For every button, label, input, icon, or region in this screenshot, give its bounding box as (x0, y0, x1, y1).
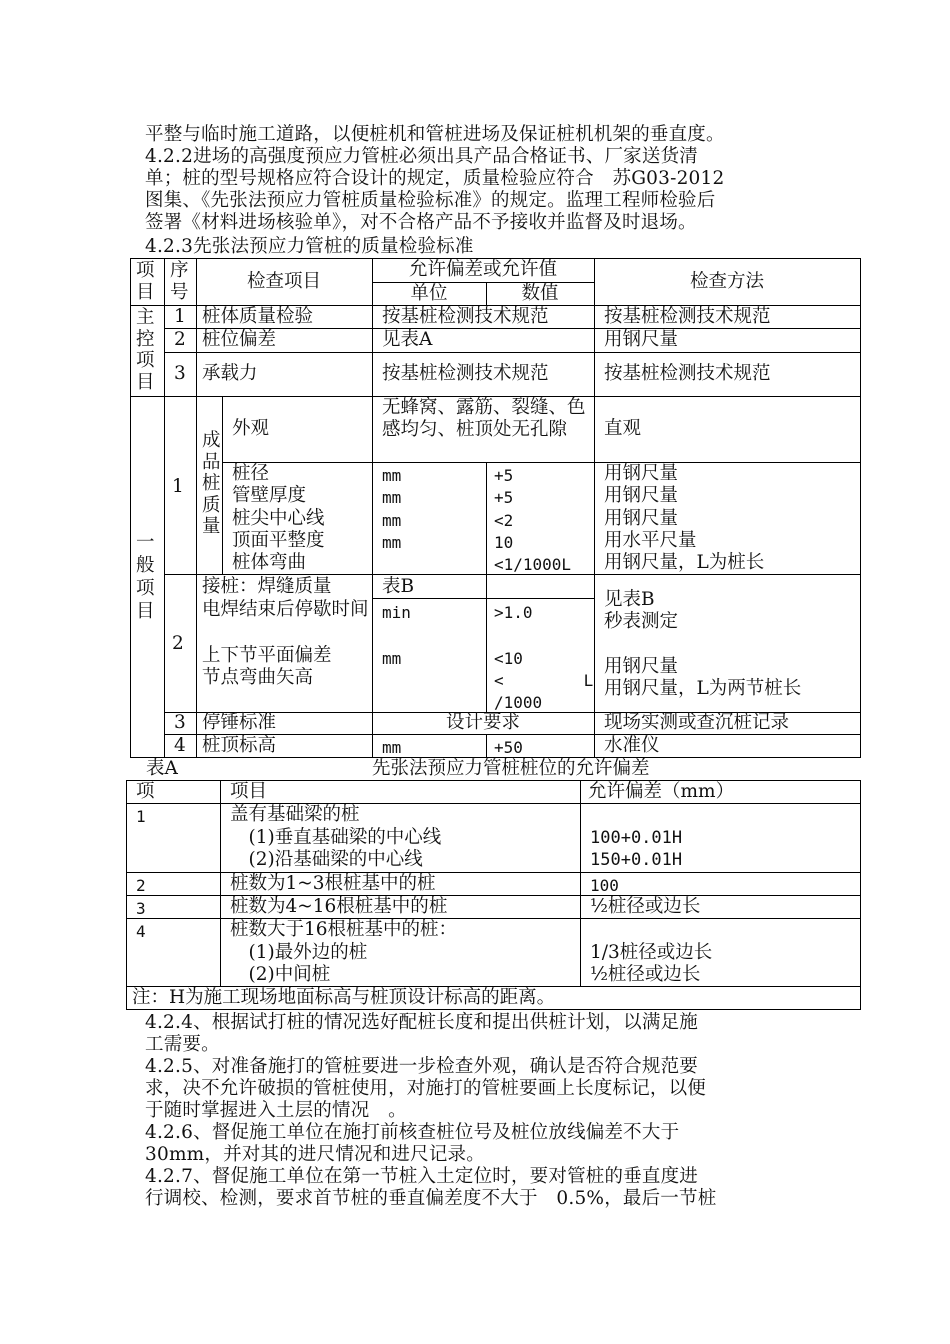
main-row-tol: 按基桩检测技术规范 (382, 363, 549, 384)
g2-tol-weld: 表B (382, 576, 415, 597)
g1-item: 桩径 (232, 463, 270, 484)
g1-method: 用钢尺量 (604, 508, 679, 529)
table2-row-item: 桩数为1~3根桩基中的桩 (230, 873, 436, 894)
paragraph-line: 签署《材料进场核验单》，对不合格产品不予接收并监督及时退场。 (145, 212, 697, 233)
g1-method: 用钢尺量，L为桩长 (604, 552, 765, 573)
g2-item-weld: 接桩：焊缝质量 (202, 576, 332, 597)
g1-item: 顶面平整度 (232, 530, 325, 551)
table2-row-no: 1 (136, 807, 146, 826)
main-row-method: 按基桩检测技术规范 (604, 363, 771, 384)
main-row-seq: 2 (174, 329, 186, 350)
paragraph: 4.2.5、对准备施打的管桩要进一步检查外观，确认是否符合规范要 求，决不允许破损的管桩使用，对施打的管桩要画上长度标记，以便 于随时掌握进入土层的情况 。 (145, 1056, 707, 1121)
g4-item: 桩顶标高 (202, 735, 277, 756)
hdr-check-item: 检查项目 (246, 271, 321, 292)
table2-label: 表A (146, 758, 178, 779)
main-row-item: 桩体质量检验 (202, 306, 314, 327)
g1-value: 10 (494, 533, 514, 552)
paragraph-line: 4.2.2进场的高强度预应力管桩必须出具产品合格证书、厂家送货清 (145, 146, 698, 167)
g1-value: +5 (494, 466, 514, 485)
hdr-unit: 单位 (410, 283, 448, 304)
paragraph: 4.2.4、根据试打桩的情况选好配桩长度和提出供桩计划，以满足施 工需要。 (145, 1012, 698, 1055)
g1-unit: mm (382, 488, 402, 507)
main-row-method: 按基桩检测技术规范 (604, 306, 771, 327)
main-row-seq: 3 (174, 363, 186, 384)
g2-method-deviation: 用钢尺量 用钢尺量，L为两节桩长 (604, 656, 802, 699)
g2-item-pause: 电焊结束后停歇时间 (202, 599, 369, 620)
general-seq-3: 3 (174, 712, 186, 733)
hdr-item: 项目 (136, 260, 155, 303)
g1-item: 桩尖中心线 (232, 508, 325, 529)
table2-hdr-tol: 允许偏差（mm） (588, 781, 735, 802)
g2-method-weld: 见表B 秒表测定 (604, 589, 679, 632)
table2-note: 注：H为施工现场地面标高与桩顶设计标高的距离。 (132, 987, 556, 1008)
hdr-method: 检查方法 (689, 271, 764, 292)
hdr-tolerance: 允许偏差或允许值 (408, 259, 557, 280)
paragraph: 4.2.7、督促施工单位在第一节桩入土定位时，要对管桩的垂直度进 行调校、检测，要求首节桩的垂直偏差度不大于 0.5%，最后一节桩 (145, 1166, 717, 1209)
paragraph-line: 图集、《先张法预应力管桩质量检验标准》的规定。监理工程师检验后 (145, 190, 716, 211)
main-control-label: 主控项目 (136, 307, 155, 393)
table2-row-no: 4 (136, 922, 146, 941)
general-seq-1: 1 (172, 476, 184, 497)
g1-item: 管壁厚度 (232, 485, 307, 506)
general-label: 一般项目 (136, 532, 155, 622)
table2-row-item: 桩数为4~16根桩基中的桩 (230, 896, 448, 917)
table2-row-no: 3 (136, 899, 146, 918)
g3-method: 现场实测或查沉桩记录 (604, 712, 790, 733)
table2-row-tol: 100 (590, 876, 619, 895)
main-row-item: 桩位偏差 (202, 329, 277, 350)
main-row-item: 承载力 (202, 363, 258, 384)
main-row-tol: 见表A (382, 329, 433, 350)
g1-unit: mm (382, 511, 402, 530)
table2-hdr-no: 项 (136, 781, 155, 802)
paragraph: 4.2.6、督促施工单位在施打前核查桩位号及桩位放线偏差不大于 30mm，并对其的进尺情况和进尺记录。 (145, 1122, 680, 1165)
g3-item: 停锤标准 (202, 712, 277, 733)
g1-unit: mm (382, 466, 402, 485)
general-seq-2: 2 (172, 633, 184, 654)
g4-value: +50 (494, 738, 523, 757)
g1-method: 用水平尺量 (604, 530, 697, 551)
table2-row-tol: 1/3桩径或边长 ½桩径或边长 (590, 941, 713, 985)
main-row-method: 用钢尺量 (604, 329, 679, 350)
paragraph-line: 平整与临时施工道路，以便桩机和管桩进场及保证桩机机架的垂直度。 (145, 124, 725, 145)
table2-row-no: 2 (136, 876, 146, 895)
g2-unit-deviation: mm (382, 649, 402, 668)
table2-row-tol: ½桩径或边长 (590, 896, 701, 917)
g2-unit-pause: min (382, 603, 411, 622)
g2-value-b: < L (494, 671, 594, 690)
g3-tol: 设计要求 (445, 712, 520, 733)
g1-value: <1/1000L (494, 555, 572, 574)
appearance-method: 直观 (604, 418, 642, 439)
g2-item-deviation: 上下节平面偏差 节点弯曲矢高 (202, 645, 332, 688)
table2-title: 先张法预应力管桩桩位的允许偏差 (372, 758, 650, 779)
g1-value: +5 (494, 488, 514, 507)
table2-row-tol: 100+0.01H 150+0.01H (590, 827, 683, 870)
g1-value: <2 (494, 511, 514, 530)
hdr-value: 数值 (521, 283, 559, 304)
table2-hdr-item: 项目 (230, 781, 268, 802)
g2-value-c: /1000 (494, 693, 543, 712)
g1-method: 用钢尺量 (604, 485, 679, 506)
appearance-tol: 无蜂窝、露筋、裂缝、色感均匀、桩顶处无孔隙 (382, 397, 586, 440)
main-row-seq: 1 (174, 306, 186, 327)
g2-value-a: <10 (494, 649, 523, 668)
table1-title: 4.2.3先张法预应力管桩的质量检验标准 (145, 236, 474, 257)
table2-row-item: 桩数大于16根桩基中的桩： (1)最外边的桩 (2)中间桩 (230, 919, 458, 985)
g1-method: 用钢尺量 (604, 463, 679, 484)
g4-method: 水准仪 (604, 735, 660, 756)
main-row-tol: 按基桩检测技术规范 (382, 306, 549, 327)
g4-unit: mm (382, 738, 402, 757)
appearance-item: 外观 (232, 418, 270, 439)
hdr-seq: 序号 (170, 260, 189, 303)
g1-item: 桩体弯曲 (232, 552, 307, 573)
paragraph-line: 单；桩的型号规格应符合设计的规定，质量检验应符合 苏G03-2012 (145, 168, 725, 189)
finished-pile-quality-label: 成品桩质量 (202, 430, 221, 537)
g1-unit: mm (382, 533, 402, 552)
g2-value-pause: >1.0 (494, 603, 533, 622)
general-seq-4: 4 (174, 735, 186, 756)
table2-row-item: 盖有基础梁的桩 (1)垂直基础梁的中心线 (2)沿基础梁的中心线 (230, 804, 442, 870)
